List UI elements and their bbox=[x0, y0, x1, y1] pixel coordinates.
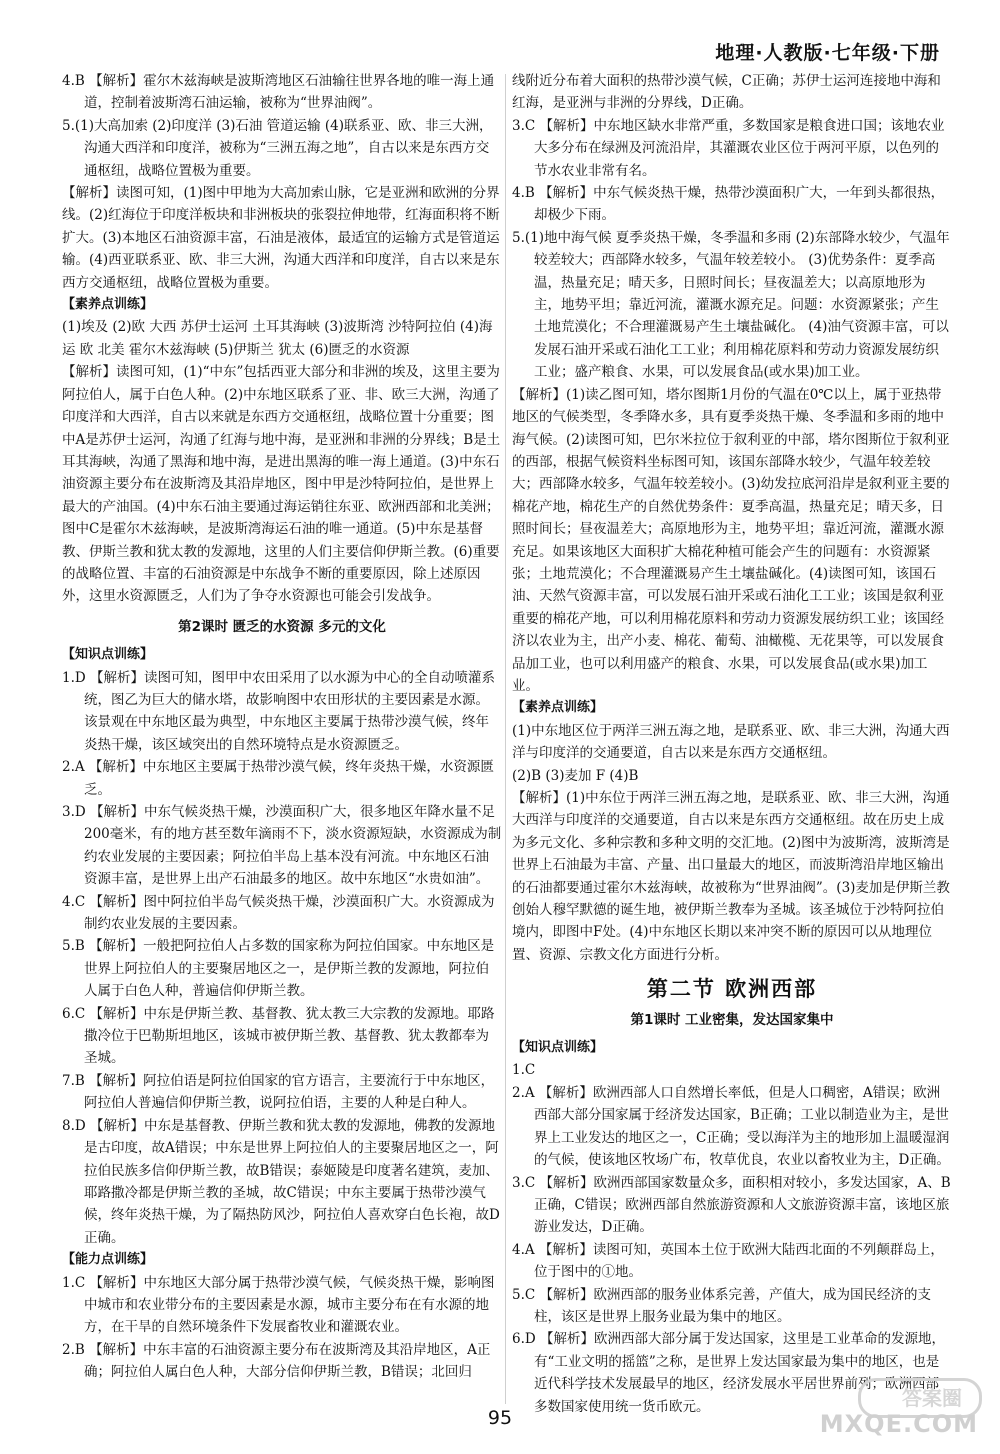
answer-item: 8.D 【解析】中东是基督教、伊斯兰教和犹太教的发源地，佛教的发源地是古印度，故A错误；中东是世界上阿拉伯人的主要聚居地区之一，阿拉伯民族多信仰伊斯兰教，故B错误；泰姬陵是印度著名建筑，麦加、耶路撒冷都是伊斯兰教的圣城，故C错误；中东主要属于热带沙漠气候，终年炎热干燥，为了隔热防风沙，阿拉伯人喜欢穿白色长袍，故D正确。 bbox=[62, 1117, 500, 1246]
answer-item: 5.(1)大高加索 (2)印度洋 (3)石油 管道运输 (4)联系亚、欧、非三大洲，沟通大西洋和印度洋，被称为“三洲五海之地”，自古以来是东西方交通枢纽，战略位置极为重要。 bbox=[62, 117, 493, 179]
answer-item: 1.C bbox=[512, 1062, 536, 1079]
answer-item: 6.D 【解析】欧洲西部大部分属于发达国家，这里是工业革命的发源地，有“工业文明的摇篮”之称，是世界上发达国家最为集中的地区，也是近代科学技术发展最早的地区，经济发展水平居世界前列；欧洲西部多数国家使用统一货币欧元。 bbox=[512, 1331, 945, 1415]
right-column bbox=[512, 70, 952, 1415]
answer-item: 4.B 【解析】霍尔木兹海峡是波斯湾地区石油输往世界各地的唯一海上通道，控制着波斯湾石油运输，被称为“世界油阀”。 bbox=[62, 73, 495, 112]
text-paragraph: 【解析】(1)中东位于两洋三洲五海之地，是联系亚、欧、非三大洲，沟通大西洋与印度洋的交通要道，自古以来是东西方交通枢纽。故在历史上成为多元文化、多种宗教和多种文明的交汇地。(2)图中为波斯湾，波斯湾是世界上石油最为丰富、产量、出口量最大的地区，而波斯湾沿岸地区输出的石油都要通过霍尔木兹海峡，故被称为“世界油阀”。(3)麦加是伊斯兰教创始人穆罕默德的诞生地，被伊斯兰教奉为圣城。该圣城位于沙特阿拉伯境内，即图中F处。(4)中东地区长期以来冲突不断的原因可以从地理位置、资源、宗教文化方面进行分析。 bbox=[512, 790, 950, 963]
text-paragraph: (1)埃及 (2)欧 大西 苏伊士运河 土耳其海峡 (3)波斯湾 沙特阿拉伯 (4)海运 欧 北美 霍尔木兹海峡 (5)伊斯兰 犹太 (6)匮乏的水资源 bbox=[62, 319, 493, 358]
section-heading: 【素养点训练】 bbox=[512, 700, 604, 716]
answer-item: 5.C 【解析】欧洲西部的服务业体系完善，产值大，成为国民经济的支柱，该区是世界上服务业最为集中的地区。 bbox=[512, 1286, 932, 1325]
answer-item: 2.A 【解析】欧洲西部人口自然增长率低，但是人口稠密，A错误；欧洲西部大部分国家属于经济发达国家，B正确；工业以制造业为主，是世界上工业发达的地区之一，C正确；受以海洋为主的地形加上温暖湿润的气候，使该地区牧场广布，牧草优良，农业以畜牧业为主，D正确。 bbox=[512, 1084, 950, 1169]
answer-item: 3.C 【解析】中东地区缺水非常严重，多数国家是粮食进口国；该地农业大多分布在绿洲及河流沿岸，其灌溉农业区位于两河平原，以色列的节水农业非常有名。 bbox=[512, 117, 945, 179]
left-column bbox=[62, 70, 502, 1415]
section-heading: 【素养点训练】 bbox=[62, 297, 154, 313]
answer-item: 4.C 【解析】图中阿拉伯半岛气候炎热干燥，沙漠面积广大。水资源成为制约农业发展的主要因素。 bbox=[62, 893, 495, 933]
text-paragraph: 线附近分布着大面积的热带沙漠气候，C正确；苏伊士运河连接地中海和红海，是亚洲与非洲的分界线，D正确。 bbox=[512, 73, 941, 112]
section-heading: 【知识点训练】 bbox=[512, 1040, 604, 1056]
answer-item: 3.C 【解析】欧洲西部国家数量众多，面积相对较小，多发达国家，A、B正确，C错误；欧洲西部自然旅游资源和人文旅游资源丰富，该地区旅游业发达，D正确。 bbox=[512, 1174, 951, 1236]
section-heading: 【能力点训练】 bbox=[62, 1252, 154, 1268]
watermark-cn: 答案圈 bbox=[902, 1386, 962, 1410]
watermark-text: MXQE.COM bbox=[819, 1410, 978, 1438]
answer-item: 1.D 【解析】读图可知，图甲中农田采用了以水源为中心的全自动喷灌系统，图乙为巨大的储水塔，故影响图中农田形状的主要因素是水源。该景观在中东地区最为典型，中东地区主要属于热带沙漠气候，终年炎热干燥，该区域突出的自然环境特点是水资源匮乏。 bbox=[62, 669, 495, 753]
text-paragraph: 【解析】读图可知，(1)“中东”包括西亚大部分和非洲的埃及，这里主要为阿拉伯人，属于白色人种。(2)中东地区联系了亚、非、欧三大洲，沟通了印度洋和大西洋，自古以来就是东西方交通枢纽，战略位置十分重要；图中A是苏伊士运河，沟通了红海与地中海，是亚洲和非洲的分界线；B是土耳其海峡，沟通了黑海和地中海，是进出黑海的唯一海上通道。(3)中东石油资源主要分布在波斯湾及其沿岸地区，图中甲是沙特阿拉伯，是世界上最大的产油国。(4)中东石油主要通过海运销往东亚、欧洲西部和北美洲；图中C是霍尔木兹海峡，是波斯湾海运石油的唯一通道。(5)中东是基督教、伊斯兰教和犹太教的发源地，这里的人们主要信仰伊斯兰教。(6)重要的战略位置、丰富的石油资源是中东战争不断的重要原因，除上述原因外，这里水资源匮乏，人们为了争夺水资源也可能会引发战争。 bbox=[62, 364, 501, 605]
text-paragraph: (2)B (3)麦加 F (4)B bbox=[512, 767, 639, 784]
answer-item: 7.B 【解析】阿拉伯语是阿拉伯国家的官方语言，主要流行于中东地区，阿拉伯人普遍信仰伊斯兰教，说阿拉伯语，主要的人种是白种人。 bbox=[62, 1072, 495, 1112]
watermark-logo bbox=[819, 1378, 982, 1438]
book-title: 地理·人教版·七年级·下册 bbox=[715, 42, 940, 64]
page-number: 95 bbox=[487, 1407, 513, 1429]
answer-item: 6.C 【解析】中东是伊斯兰教、基督教、犹太教三大宗教的发源地。耶路撒冷位于巴勒斯坦地区，该城市被伊斯兰教、基督教、犹太教都奉为圣城。 bbox=[62, 1005, 495, 1067]
answer-item: 1.C 【解析】中东地区大部分属于热带沙漠气候，气候炎热干燥，影响图中城市和农业带分布的主要因素是水源，城市主要分布在有水源的地方，在干旱的自然环境条件下发展畜牧业和灌溉农业。 bbox=[62, 1274, 495, 1336]
page-header bbox=[0, 0, 1000, 70]
answer-item: 3.D 【解析】中东气候炎热干燥，沙漠面积广大，很多地区年降水量不足200毫米，有的地方甚至数年滴雨不下，淡水资源短缺，水资源成为制约农业发展的主要因素；阿拉伯半岛上基本没有河流。中东地区石油资源丰富，是世界上出产石油最多的地区。故中东地区“水贵如油”。 bbox=[62, 804, 502, 888]
chapter-title: 第二节 欧洲西部 bbox=[646, 977, 818, 1002]
answer-item: 5.B 【解析】一般把阿拉伯人占多数的国家称为阿拉伯国家。中东地区是世界上阿拉伯人的主要聚居地区之一，是伊斯兰教的发源地，阿拉伯人属于白色人种，普遍信仰伊斯兰教。 bbox=[62, 938, 495, 1000]
answer-item: 4.A 【解析】读图可知，英国本土位于欧洲大陆西北面的不列颠群岛上，位于图中的①地。 bbox=[512, 1241, 944, 1281]
answer-item: 2.A 【解析】中东地区主要属于热带沙漠气候，终年炎热干燥，水资源匮乏。 bbox=[62, 759, 494, 798]
text-paragraph: 【解析】(1)读乙图可知，塔尔图斯1月份的气温在0℃以上，属于亚热带地区的气候类型，冬季降水多，具有夏季炎热干燥、冬季温和多雨的地中海气候。(2)读图可知，巴尔米拉位于叙利亚的中部，塔尔图斯位于叙利亚的西部，根据气候资料坐标图可知，该国东部降水较少，气温年较差较大；西部降水较多，气温年较差较小。(3)幼发拉底河沿岸是叙利亚主要的棉花产地，棉花生产的自然优势条件：夏季高温，热量充足；晴天多，日照时间长；昼夜温差大；高原地形为主，地势平坦；靠近河流，灌溉水源充足。如果该地区大面积扩大棉花种植可能会产生的问题有：水资源紧张；土地荒漠化；不合理灌溉易产生土壤盐碱化。(4)读图可知，该国石油、天然气资源丰富，可以发展石油开采或石油化工工业；该国是叙利亚重要的棉花产地，可以利用棉花原料和劳动力资源发展纺织工业；该国经济以农业为主，出产小麦、棉花、葡萄、油橄榄、无花果等，可以发展食品加工业，也可以利用盛产的粮食、水果，可以发展食品(或水果)加工业。 bbox=[512, 386, 950, 694]
lesson-title: 第2课时 匮乏的水资源 多元的文化 bbox=[178, 618, 386, 635]
section-heading: 【知识点训练】 bbox=[62, 647, 154, 663]
answer-item: 4.B 【解析】中东气候炎热干燥，热带沙漠面积广大，一年到头都很热，却极少下雨。 bbox=[512, 185, 945, 224]
text-paragraph: (1)中东地区位于两洋三洲五海之地，是联系亚、欧、非三大洲，沟通大西洋与印度洋的交通要道，自古以来是东西方交通枢纽。 bbox=[512, 722, 950, 762]
column-divider bbox=[505, 74, 506, 1404]
answer-item: 5.(1)地中海气候 夏季炎热干燥，冬季温和多雨 (2)东部降水较少，气温年较差较大；西部降水较多，气温年较差较小。 (3)优势条件：夏季高温，热量充足；晴天多，日照时间长；昼夜温差大；以高原地形为主，地势平坦；靠近河流，灌溉水源充足。问题：水资源紧张；产生土地荒漠化；不合理灌溉易产生土壤盐碱化。 (4)油气资源丰富，可以发展石油开采或石油化工工业；利用棉花原料和劳动力资源发展纺织工业；盛产粮食、水果，可以发展食品(或水果)加工业。 bbox=[512, 229, 950, 381]
answer-item: 2.B 【解析】中东丰富的石油资源主要分布在波斯湾及其沿岸地区，A正确；阿拉伯人属白色人种，大部分信仰伊斯兰教，B错误；北回归 bbox=[62, 1341, 491, 1381]
lesson-title: 第1课时 工业密集，发达国家集中 bbox=[630, 1011, 834, 1028]
text-paragraph: 【解析】读图可知，(1)图中甲地为大高加索山脉，它是亚洲和欧洲的分界线。(2)红海位于印度洋板块和非洲板块的张裂拉伸地带，红海面积将不断扩大。(3)本地区石油资源丰富，石油是液体，最适宜的运输方式是管道运输。(4)西亚联系亚、欧、非三大洲，沟通大西洋和印度洋，自古以来是东西方交通枢纽，战略位置极为重要。 bbox=[62, 185, 500, 291]
